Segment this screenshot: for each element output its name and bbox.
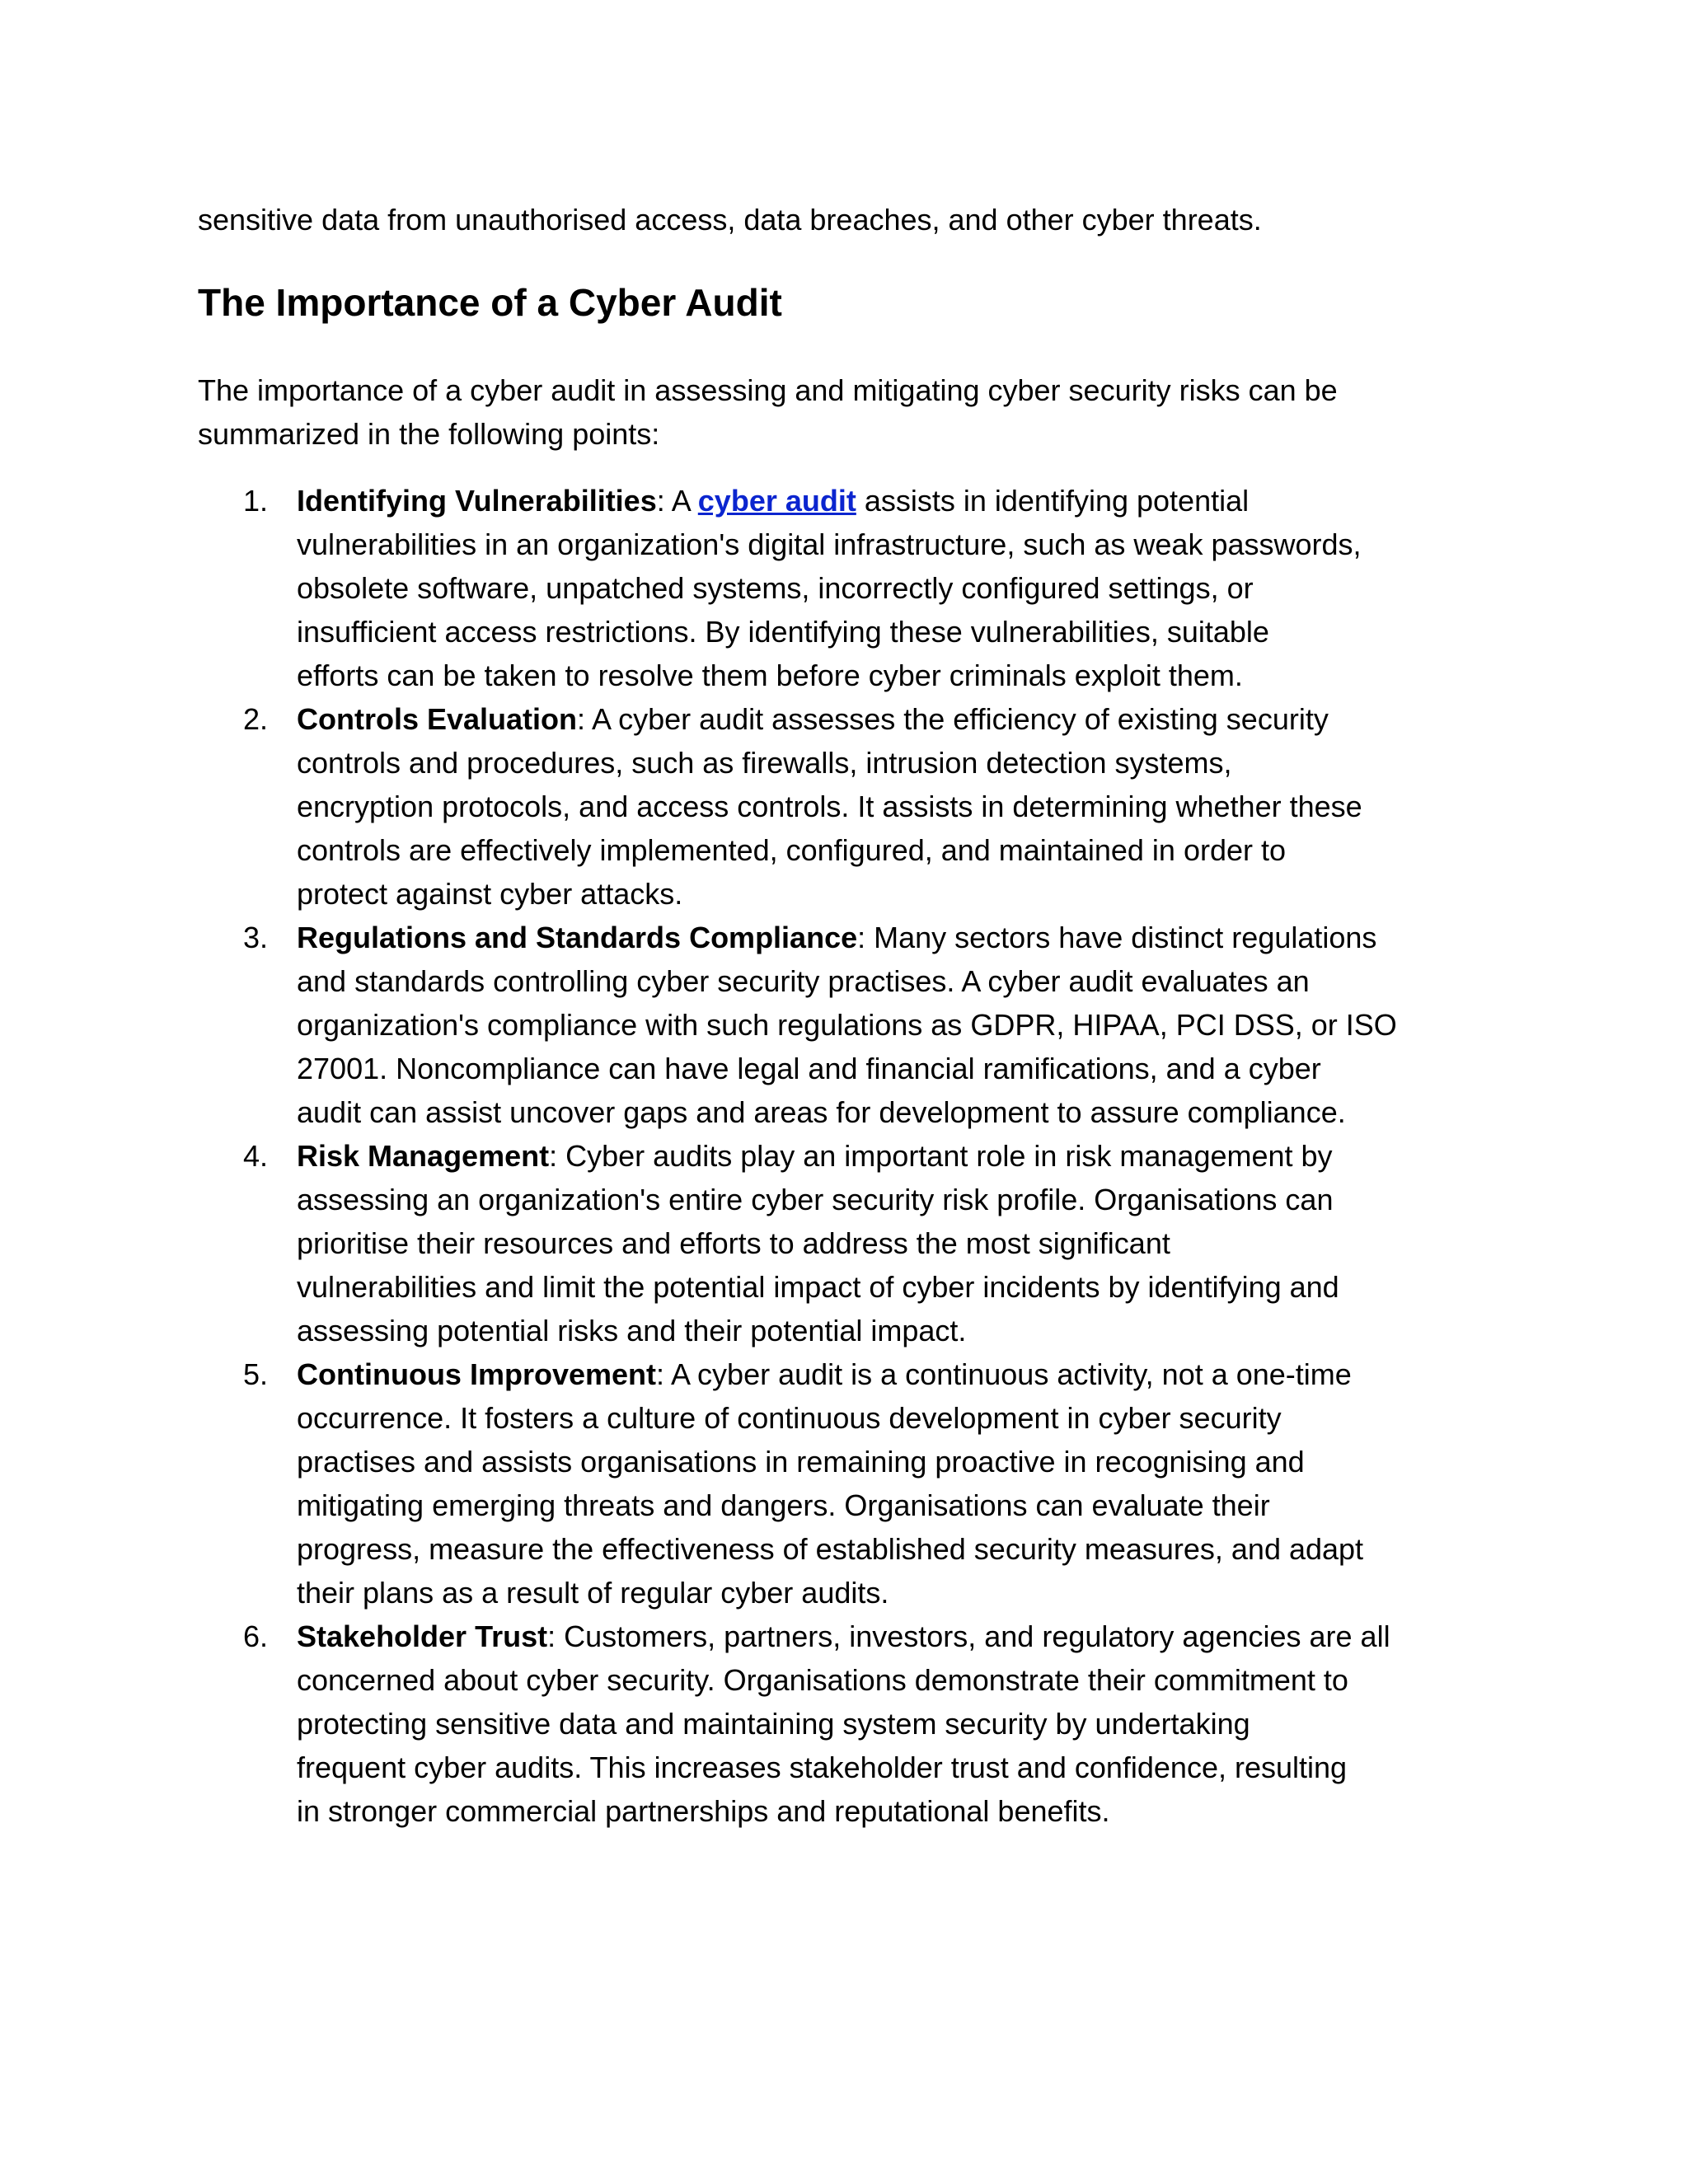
list-item-line: insufficient access restrictions. By identifying these vulnerabilities, suitable — [297, 615, 1269, 649]
list-item-line: 27001. Noncompliance can have legal and financial ramifications, and a cyber — [297, 1052, 1321, 1085]
list-item-first-line — [297, 1352, 1500, 1396]
list-item-identifying-vulnerabilities — [198, 479, 1500, 697]
list-item-line: audit can assist uncover gaps and areas for development to assure compliance. — [297, 1095, 1346, 1129]
list-item-line: prioritise their resources and efforts to address the most significant — [297, 1226, 1170, 1260]
lead-line: summarized in the following points: — [198, 417, 660, 451]
list-item-text-fragment: : Customers, partners, investors, and regulatory agencies are all — [547, 1619, 1390, 1653]
list-item-first-line — [297, 1134, 1500, 1178]
list-item-line: in stronger commercial partnerships and reputational benefits. — [297, 1794, 1110, 1828]
list-item-line: protecting sensitive data and maintaining system security by undertaking — [297, 1707, 1250, 1741]
list-item-line: obsolete software, unpatched systems, incorrectly configured settings, or — [297, 571, 1254, 605]
list-item-line: vulnerabilities and limit the potential impact of cyber incidents by identifying and — [297, 1270, 1339, 1304]
list-item-first-line — [297, 697, 1500, 741]
list-item-line: occurrence. It fosters a culture of continuous development in cyber security — [297, 1401, 1282, 1435]
list-item-line: and standards controlling cyber security practises. A cyber audit evaluates an — [297, 964, 1310, 998]
document-content — [198, 198, 1500, 1833]
list-item-line: vulnerabilities in an organization's digital infrastructure, such as weak passwords, — [297, 527, 1362, 561]
list-item-line: controls and procedures, such as firewalls, intrusion detection systems, — [297, 746, 1232, 780]
list-item-text — [297, 697, 1500, 916]
lead-line: The importance of a cyber audit in assessing and mitigating cyber security risks can be — [198, 373, 1338, 407]
list-number: 6. — [243, 1619, 269, 1653]
list-item-line: assessing an organization's entire cyber security risk profile. Organisations can — [297, 1183, 1334, 1216]
list-item-term: Stakeholder Trust — [297, 1619, 548, 1653]
list-item-stakeholder-trust — [198, 1615, 1500, 1833]
list-item-line: organization's compliance with such regulations as GDPR, HIPAA, PCI DSS, or ISO — [297, 1008, 1397, 1042]
list-item-term: Regulations and Standards Compliance — [297, 921, 858, 954]
lead-paragraph — [198, 368, 1500, 456]
list-item-text-fragment: assists in identifying potential — [856, 484, 1250, 518]
list-item-regulations-compliance — [198, 916, 1500, 1134]
list-item-first-line — [297, 916, 1500, 959]
list-item-line: mitigating emerging threats and dangers. Organisations can evaluate their — [297, 1488, 1270, 1522]
list-item-text-fragment: : Many sectors have distinct regulations — [857, 921, 1377, 954]
cyber-audit-link[interactable]: cyber audit — [697, 484, 856, 518]
list-item-line: progress, measure the effectiveness of established security measures, and adapt — [297, 1532, 1364, 1566]
intro-text: sensitive data from unauthorised access, data breaches, and other cyber threats. — [198, 203, 1262, 237]
list-item-risk-management — [198, 1134, 1500, 1352]
list-number: 2. — [243, 702, 269, 736]
list-item-text-fragment: : A — [656, 484, 698, 518]
list-item-line: efforts can be taken to resolve them before cyber criminals exploit them. — [297, 658, 1243, 692]
importance-list — [198, 479, 1500, 1833]
list-item-line: controls are effectively implemented, configured, and maintained in order to — [297, 833, 1287, 867]
list-item-line: encryption protocols, and access controls. It assists in determining whether these — [297, 790, 1362, 823]
list-item-line: concerned about cyber security. Organisations demonstrate their commitment to — [297, 1663, 1348, 1697]
list-item-line: practises and assists organisations in remaining proactive in recognising and — [297, 1445, 1305, 1479]
list-item-line: frequent cyber audits. This increases stakeholder trust and confidence, resulting — [297, 1750, 1348, 1784]
list-item-first-line — [297, 1615, 1500, 1658]
list-item-line: assessing potential risks and their potential impact. — [297, 1314, 967, 1347]
list-number: 3. — [243, 921, 269, 954]
list-item-line: their plans as a result of regular cyber audits. — [297, 1576, 889, 1610]
list-item-term: Identifying Vulnerabilities — [297, 484, 657, 518]
section-heading: The Importance of a Cyber Audit — [198, 281, 782, 324]
list-item-text — [297, 479, 1500, 697]
list-item-text-fragment: : Cyber audits play an important role in risk management by — [549, 1139, 1333, 1173]
list-number: 5. — [243, 1357, 269, 1391]
list-item-term: Risk Management — [297, 1139, 550, 1173]
list-number: 1. — [243, 484, 269, 518]
list-item-text — [297, 1352, 1500, 1615]
list-item-text — [297, 1134, 1500, 1352]
list-item-controls-evaluation — [198, 697, 1500, 916]
list-item-term: Controls Evaluation — [297, 702, 578, 736]
list-item-term: Continuous Improvement — [297, 1357, 657, 1391]
list-item-text-fragment: : A cyber audit is a continuous activity, not a one-time — [656, 1357, 1352, 1391]
list-item-first-line — [297, 479, 1500, 523]
list-item-text — [297, 916, 1500, 1134]
list-item-line: protect against cyber attacks. — [297, 877, 683, 911]
list-item-text-fragment: : A cyber audit assesses the efficiency of existing security — [577, 702, 1329, 736]
list-number: 4. — [243, 1139, 269, 1173]
list-item-continuous-improvement — [198, 1352, 1500, 1615]
list-item-text — [297, 1615, 1500, 1833]
